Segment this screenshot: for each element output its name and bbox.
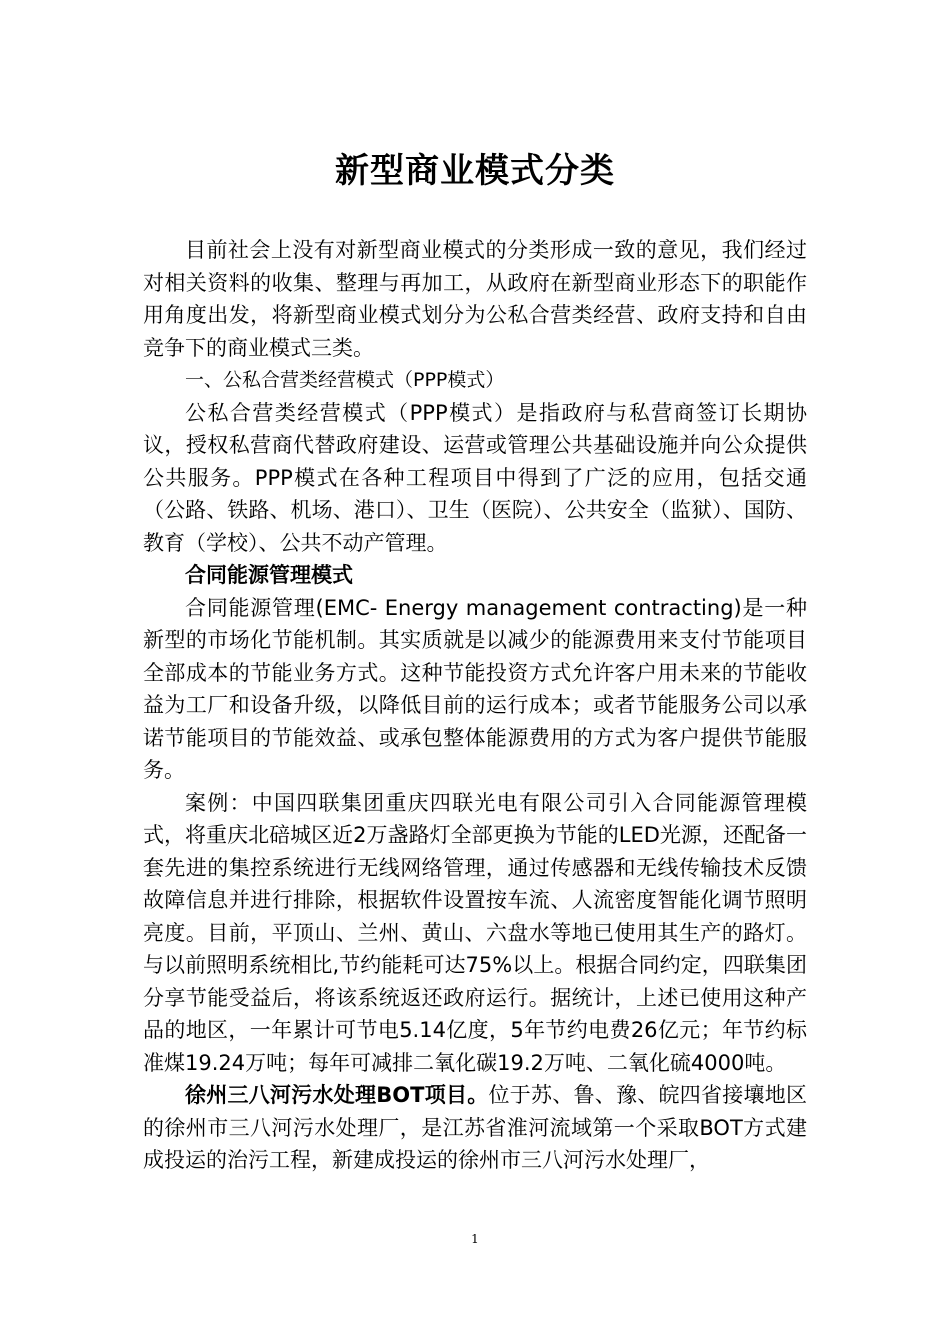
emc-paragraph: 合同能源管理(EMC- Energy management contracting)是一种新型的市场化节能机制。其实质就是以减少的能源费用来支付节能项目全部成本的节能业务方式。这种节能投资方式允许客户用未来的节能收益为工厂和设备升级，以降低目前的运行成本；或者节能服务公司以承诺节能项目的节能效益、或承包整体能源费用的方式为客户提供节能服务。 xyxy=(143,595,807,782)
bot-heading: 徐州三八河污水处理BOT项目。 xyxy=(185,1083,489,1107)
section-heading-emc: 合同能源管理模式 xyxy=(185,563,353,587)
page-number: 1 xyxy=(471,1232,479,1246)
document-body xyxy=(143,234,807,1177)
ppp-paragraph: 公私合营类经营模式（PPP模式）是指政府与私营商签订长期协议，授权私营商代替政府建设、运营或管理公共基础设施并向公众提供公共服务。PPP模式在各种工程项目中得到了广泛的应用，包括交通（公路、铁路、机场、港口）、卫生（医院）、公共安全（监狱）、国防、教育（学校）、公共不动产管理。 xyxy=(143,400,807,555)
bot-text: 位于苏、鲁、豫、皖四省接壤地区的徐州市三八河污水处理厂，是江苏省淮河流域第一个采取BOT方式建成投运的治污工程，新建成投运的徐州市三八河污水处理厂， xyxy=(143,1083,807,1172)
section-heading-ppp: 一、公私合营类经营模式（PPP模式） xyxy=(185,369,505,391)
bot-paragraph xyxy=(143,1079,807,1177)
document-title: 新型商业模式分类 xyxy=(335,151,615,191)
intro-paragraph: 目前社会上没有对新型商业模式的分类形成一致的意见，我们经过对相关资料的收集、整理与再加工，从政府在新型商业形态下的职能作用角度出发，将新型商业模式划分为公私合营类经营、政府支持和自由竞争下的商业模式三类。 xyxy=(143,238,807,360)
case-paragraph: 案例：中国四联集团重庆四联光电有限公司引入合同能源管理模式，将重庆北碚城区近2万盏路灯全部更换为节能的LED光源，还配备一套先进的集控系统进行无线网络管理，通过传感器和无线传输技术反馈故障信息并进行排除，根据软件设置按车流、人流密度智能化调节照明亮度。目前，平顶山、兰州、黄山、六盘水等地已使用其生产的路灯。与以前照明系统相比,节约能耗可达75%以上。根据合同约定，四联集团分享节能受益后，将该系统返还政府运行。据统计，上述已使用这种产品的地区，一年累计可节电5.14亿度，5年节约电费26亿元；年节约标准煤19.24万吨；每年可减排二氧化碳19.2万吨、二氧化硫4000吨。 xyxy=(143,790,807,1075)
